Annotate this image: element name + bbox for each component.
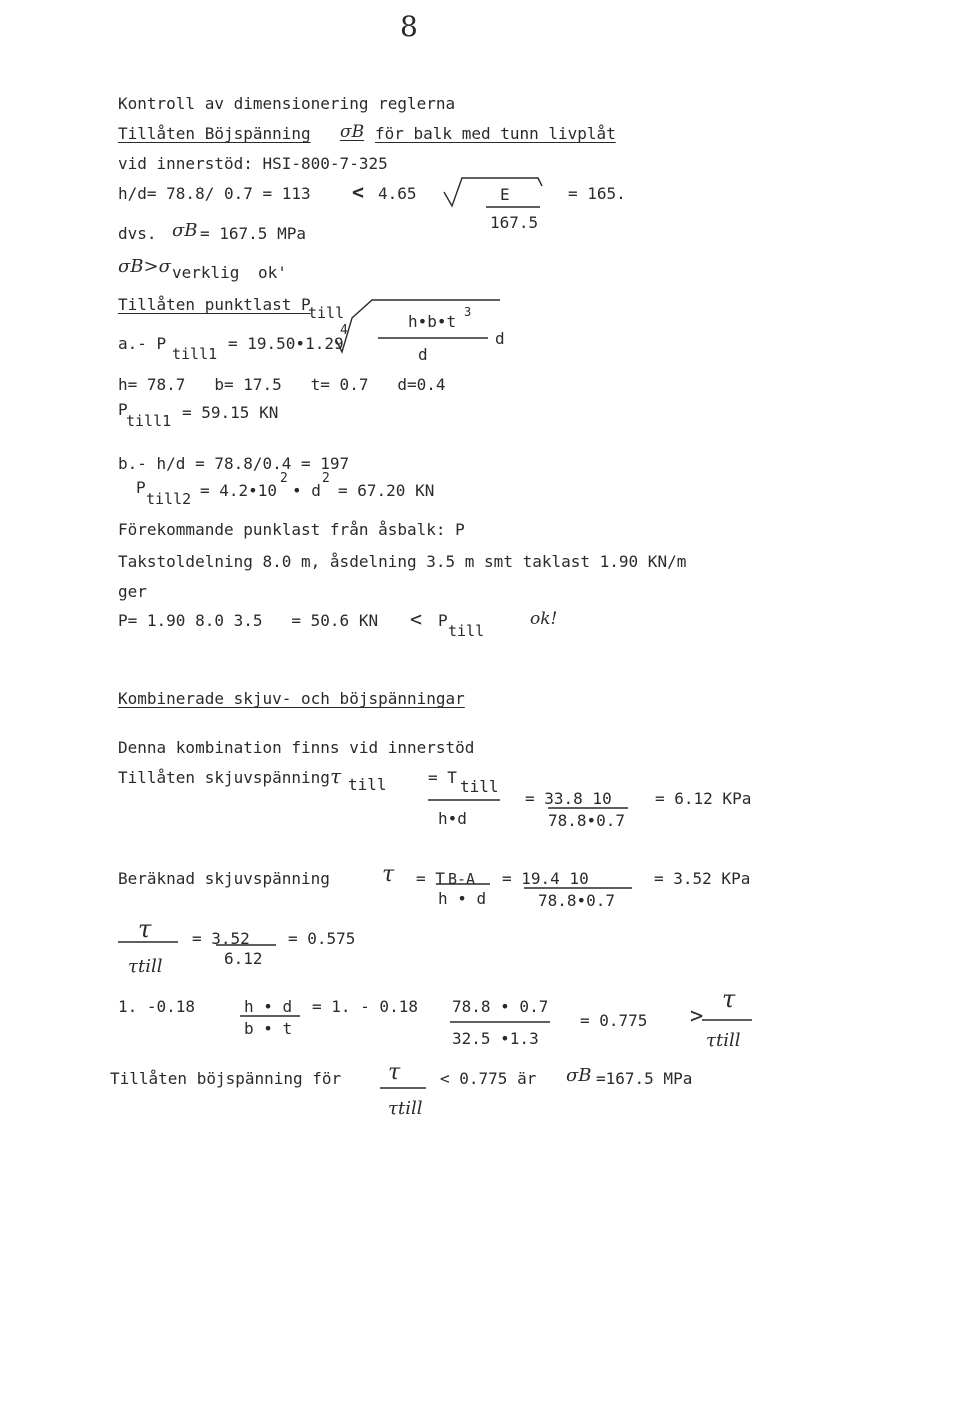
- frac-num-exp-3: 3: [464, 305, 472, 319]
- value-167-5-mpa: = 167.5 MPa: [200, 224, 306, 243]
- verklig-text: verklig: [172, 263, 240, 282]
- ratio-tau: τ: [138, 915, 152, 943]
- ber-den2: 78.8•0.7: [538, 891, 616, 910]
- tau-sub-till: till: [348, 775, 387, 794]
- root-index-4: 4: [340, 323, 348, 338]
- tau-symbol-2: τ: [382, 862, 395, 887]
- line-h-d: h/d= 78.8/ 0.7 = 113: [118, 184, 311, 203]
- l5-result: = 0.775: [580, 1011, 648, 1030]
- label-tillaten-skjuv: Tillåten skjuvspänning: [118, 768, 330, 787]
- den-h-d: h•d: [438, 809, 467, 828]
- frac-den-d: d: [418, 345, 428, 364]
- eq2-num: = 33.8 10: [525, 789, 612, 808]
- l6-tau: τ: [388, 1060, 401, 1085]
- l5-tau: τ: [722, 985, 736, 1013]
- label-beraknad: Beräknad skjuvspänning: [118, 869, 330, 888]
- a-p-value: = 19.50•1.29: [228, 334, 344, 353]
- outer-d: d: [495, 329, 505, 348]
- line-ger: ger: [118, 582, 147, 601]
- title-punktlast: Tillåten punktlast P: [118, 295, 311, 314]
- sigma-comparison-symbol: σB>σ: [118, 256, 171, 277]
- eq-t-prefix: = T: [428, 768, 457, 787]
- dvs-label: dvs.: [118, 224, 157, 243]
- ok-text-1: ok': [258, 263, 287, 282]
- heading-kontroll: Kontroll av dimensionering reglerna: [118, 94, 456, 113]
- line-denna-kombination: Denna kombination finns vid innerstöd: [118, 738, 475, 757]
- ber-den: h • d: [438, 889, 487, 908]
- sigma-b-symbol: σB: [340, 122, 365, 142]
- line-forekommande: Förekommande punklast från åsbalk: P: [118, 520, 465, 539]
- p-till1-value: = 59.15 KN: [182, 403, 279, 422]
- value-4-65: 4.65: [378, 184, 417, 203]
- ratio-den: 6.12: [224, 949, 263, 968]
- eq2-result: = 6.12 KPa: [655, 789, 752, 808]
- greater-than-symbol: >: [690, 1004, 704, 1029]
- heading-kombinerade: Kombinerade skjuv- och böjspänningar: [118, 689, 465, 708]
- page-number: 8: [400, 10, 418, 43]
- l5-tau-till: τtill: [706, 1030, 741, 1051]
- p-till2-exp1: 2: [280, 471, 288, 486]
- l6-tau-till: τtill: [388, 1098, 423, 1119]
- subheading-bojspanning-b: för balk med tunn livplåt: [375, 124, 616, 143]
- p-till1-prefix: P: [118, 400, 128, 419]
- ber-result: = 3.52 KPa: [654, 869, 751, 888]
- p-till2-value2: • d: [292, 481, 321, 500]
- value-165: = 165.: [568, 184, 626, 203]
- less-than-symbol: <: [352, 180, 365, 204]
- ratio-num: = 3.52: [192, 929, 250, 948]
- l6-label: Tillåten böjspänning för: [110, 1069, 342, 1088]
- l5-den2: 32.5 •1.3: [452, 1029, 539, 1048]
- frac-num-hbt: h•b•t: [408, 312, 457, 331]
- subheading-bojspanning-a: Tillåten Böjspänning: [118, 124, 311, 143]
- p-till2-sub: till2: [146, 490, 192, 508]
- a-p-prefix: a.- P: [118, 334, 167, 353]
- p-till2-exp2: 2: [322, 471, 330, 486]
- l6-mid: < 0.775 är: [440, 1069, 537, 1088]
- l5-den: b • t: [244, 1019, 293, 1038]
- p-till-prefix: P: [438, 611, 448, 630]
- p-till2-prefix: P: [136, 478, 146, 497]
- sqrt-denominator: 167.5: [490, 213, 539, 232]
- line-p-value: P= 1.90 8.0 3.5 = 50.6 KN: [118, 611, 379, 630]
- b-line: b.- h/d = 78.8/0.4 = 197: [118, 454, 350, 473]
- ratio-result: = 0.575: [288, 929, 356, 948]
- sigma-symbol: σB: [172, 220, 198, 241]
- line-takstol: Takstoldelning 8.0 m, åsdelning 3.5 m smt taklast 1.90 KN/m: [118, 552, 687, 571]
- ber-num2: = 19.4 10: [502, 869, 589, 888]
- a-p-sub: till1: [172, 345, 218, 363]
- l5-num: h • d: [244, 997, 293, 1016]
- p-till-sub: till: [448, 622, 485, 640]
- l6-sigma: σB: [566, 1065, 592, 1086]
- p-till1-sub: till1: [126, 412, 172, 430]
- ok-text-2: ok!: [530, 609, 558, 629]
- ratio-tau-till: τtill: [128, 956, 163, 977]
- ber-t-sub: B-A: [448, 870, 476, 888]
- l5-num2: 78.8 • 0.7: [452, 997, 549, 1016]
- tau-symbol-1: τ: [330, 764, 342, 788]
- ber-eq-prefix: = T: [416, 869, 445, 888]
- p-till2-value3: = 67.20 KN: [338, 481, 435, 500]
- title-punktlast-sub: till: [308, 304, 345, 322]
- p-till2-value: = 4.2•10: [200, 481, 278, 500]
- l5-prefix: 1. -0.18: [118, 997, 196, 1016]
- t-sub-till: till: [460, 777, 499, 796]
- eq2-den: 78.8•0.7: [548, 811, 626, 830]
- l6-value: =167.5 MPa: [596, 1069, 693, 1088]
- sqrt-numerator-e: E: [500, 185, 510, 204]
- l5-eq: = 1. - 0.18: [312, 997, 418, 1016]
- params-line: h= 78.7 b= 17.5 t= 0.7 d=0.4: [118, 375, 446, 394]
- line-innerstod: vid innerstöd: HSI-800-7-325: [118, 154, 388, 173]
- less-than-symbol-2: <: [410, 607, 423, 631]
